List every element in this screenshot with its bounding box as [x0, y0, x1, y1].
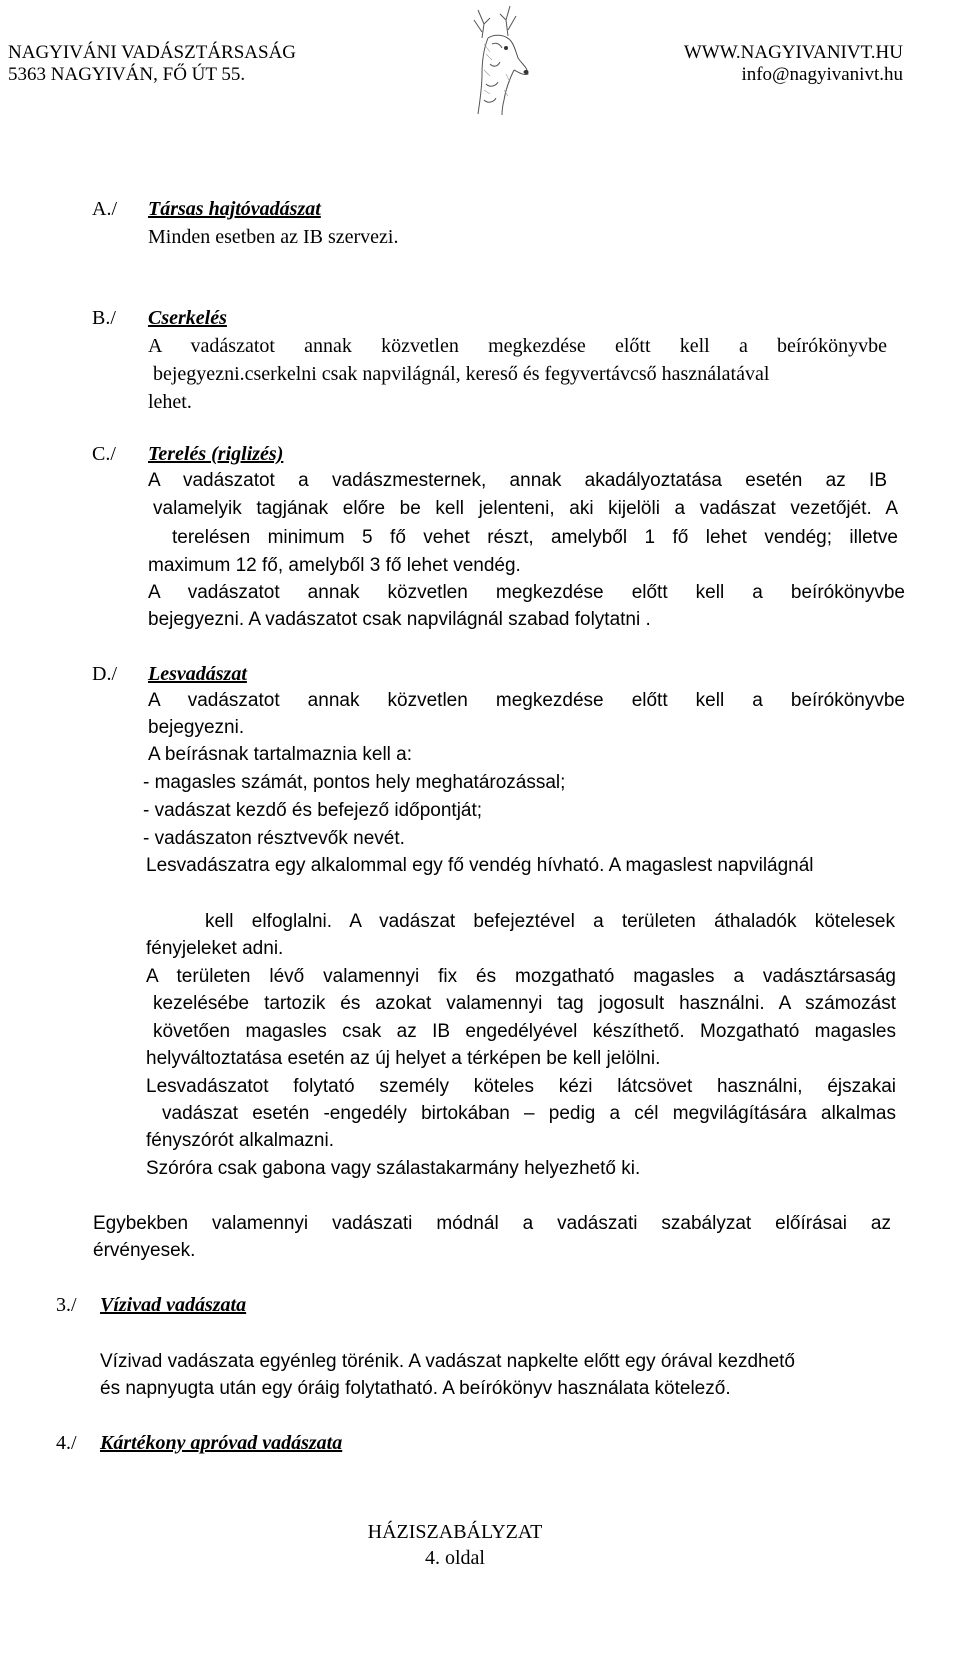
general-line2: érvényesek. — [93, 1240, 196, 1261]
section-d-bullet2: - vadászat kezdő és befejező időpontját; — [143, 800, 483, 821]
section-d-line6: fényjeleket adni. — [146, 938, 284, 959]
section-c-line5: A vadászatot annak közvetlen megkezdése előtt kell a beírókönyvbe — [148, 582, 905, 603]
section-d-line13: fényszórót alkalmazni. — [146, 1130, 334, 1151]
section-d-bullet1: - magasles számát, pontos hely meghatározással; — [143, 772, 566, 793]
section-d-line11: Lesvadászatot folytató személy köteles kézi látcsövet használni, éjszakai — [146, 1076, 896, 1097]
section-d-line9: követően magasles csak az IB engedélyével készíthető. Mozgatható magasles — [153, 1021, 896, 1042]
section-c-line3: terelésen minimum 5 fő vehet részt, amelyből 1 fő lehet vendég; illetve — [172, 527, 898, 548]
email-link[interactable]: info@nagyivanivt.hu — [741, 64, 903, 85]
section-d-line2: bejegyezni. — [148, 717, 245, 738]
section-d-title: Lesvadászat — [148, 663, 247, 685]
section-d-line8: kezelésébe tartozik és azokat valamennyi tag jogosult használni. A számozást — [153, 993, 896, 1014]
section-d-line1: A vadászatot annak közvetlen megkezdése előtt kell a beírókönyvbe — [148, 690, 905, 711]
section-c-line1: A vadászatot a vadászmesternek, annak akadályoztatása esetén az IB — [148, 470, 887, 491]
section-3-line2: és napnyugta után egy óráig folytatható. A beírókönyv használata kötelező. — [100, 1378, 731, 1399]
section-a-line1: Minden esetben az IB szervezi. — [148, 226, 399, 248]
section-d-bullet3: - vadászaton résztvevők nevét. — [143, 828, 405, 849]
section-d-line12: vadászat esetén -engedély birtokában – pedig a cél megvilágítására alkalmas — [162, 1103, 896, 1124]
section-b-line1: A vadászatot annak közvetlen megkezdése előtt kell a beírókönyvbe — [148, 335, 887, 357]
section-c-line6: bejegyezni. A vadászatot csak napvilágnál szabad folytatni . — [148, 609, 651, 630]
section-d-line10: helyváltoztatása esetén az új helyet a térképen be kell jelölni. — [146, 1048, 661, 1069]
section-d-marker: D./ — [92, 663, 117, 685]
section-c-marker: C./ — [92, 443, 116, 465]
section-c-line2: valamelyik tagjának előre be kell jelenteni, aki kijelöli a vadászat vezetőjét. A — [153, 498, 898, 519]
section-d-line5: kell elfoglalni. A vadászat befejeztével a területen áthaladók kötelesek — [205, 911, 895, 932]
section-a-title: Társas hajtóvadászat — [148, 198, 321, 220]
org-name: NAGYIVÁNI VADÁSZTÁRSASÁG — [8, 42, 297, 63]
footer-doc-title: HÁZISZABÁLYZAT — [367, 1521, 543, 1543]
section-d-line4: Lesvadászatra egy alkalommal egy fő vendég hívható. A magaslest napvilágnál — [146, 855, 814, 876]
section-b-line3: lehet. — [148, 391, 192, 413]
website-link[interactable]: WWW.NAGYIVANIVT.HU — [683, 42, 903, 63]
section-3-line1: Vízivad vadászata egyénleg törénik. A vadászat napkelte előtt egy órával kezdhető — [100, 1351, 796, 1372]
org-address: 5363 NAGYIVÁN, FŐ ÚT 55. — [8, 64, 246, 85]
general-line1: Egybekben valamennyi vadászati módnál a vadászati szabályzat előírásai az — [93, 1213, 891, 1234]
section-d-line3: A beírásnak tartalmaznia kell a: — [148, 744, 413, 765]
section-3-title: Vízivad vadászata — [100, 1294, 247, 1316]
section-c-title: Terelés (riglizés) — [148, 443, 284, 465]
section-d-line14: Szóróra csak gabona vagy szálastakarmány helyezhető ki. — [146, 1158, 641, 1179]
section-a-marker: A./ — [92, 198, 117, 220]
section-d-line7: A területen lévő valamennyi fix és mozgatható magasles a vadásztársaság — [146, 966, 896, 987]
section-3-marker: 3./ — [56, 1294, 77, 1316]
footer-page-label: 4. oldal — [425, 1547, 485, 1569]
section-4-title: Kártékony apróvad vadászata — [100, 1432, 343, 1454]
section-b-line2: bejegyezni.cserkelni csak napvilágnál, kereső és fegyvertávcső használatával — [153, 363, 770, 385]
section-b-marker: B./ — [92, 307, 116, 329]
section-c-line4: maximum 12 fő, amelyből 3 fő lehet vendég. — [148, 555, 521, 576]
roe-deer-sketch-icon — [470, 4, 532, 116]
section-4-marker: 4./ — [56, 1432, 77, 1454]
section-b-title: Cserkelés — [148, 307, 227, 329]
